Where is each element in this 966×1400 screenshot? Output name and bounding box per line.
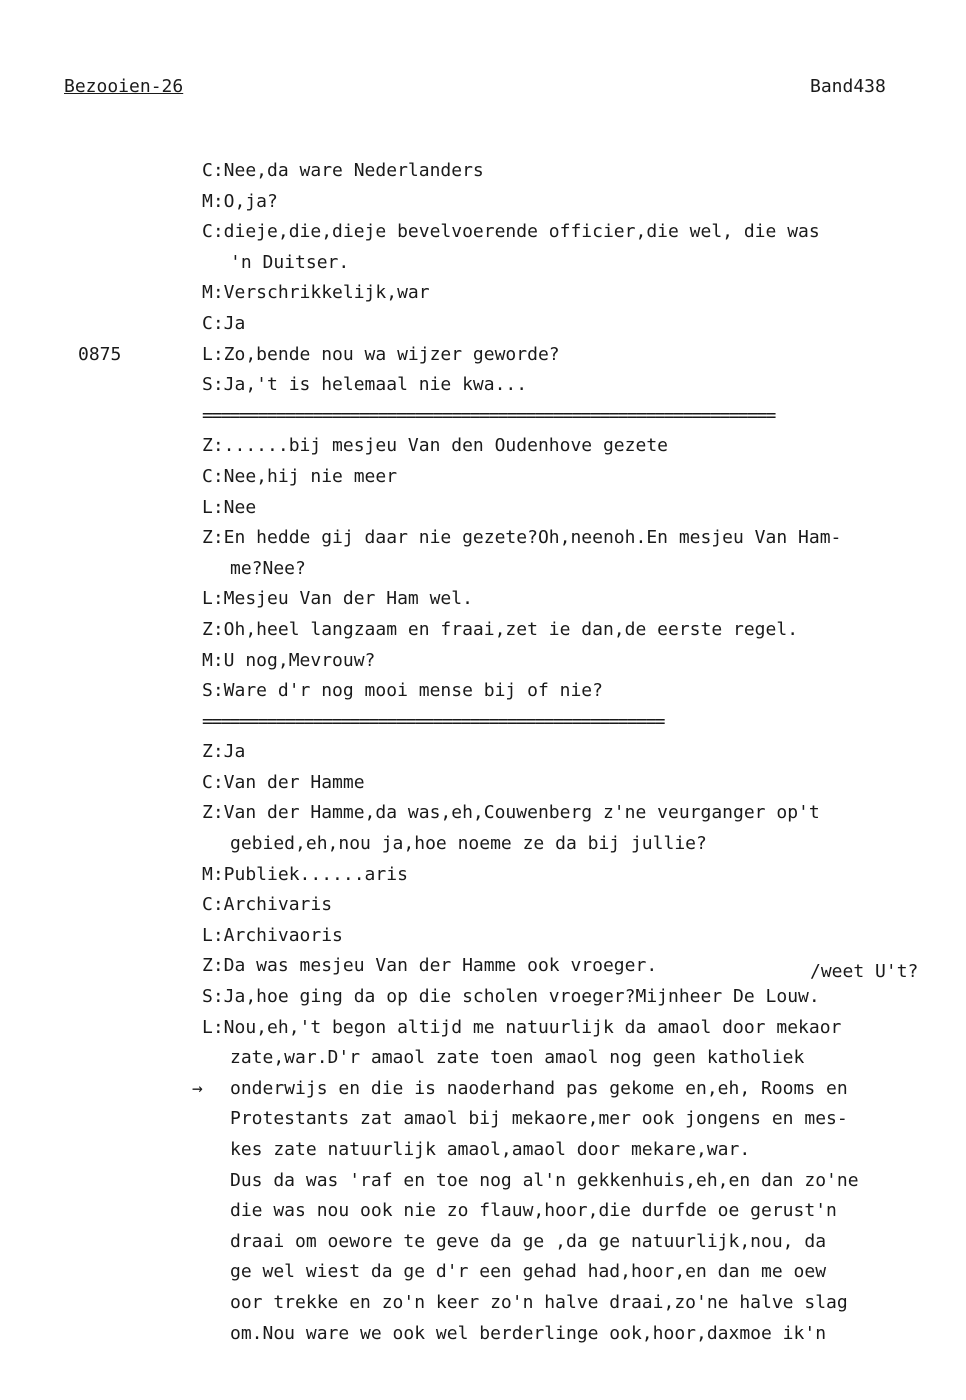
line-text: M:U nog,Mevrouw? — [202, 649, 376, 671]
transcript-body — [78, 156, 962, 1349]
line-text: Dus da was 'raf en toe nog al'n gekkenhuis,eh,en dan zo'ne — [230, 1169, 859, 1191]
transcript-line — [202, 278, 962, 309]
line-text: Z:Ja — [202, 741, 246, 763]
arrow-mark-icon: → — [192, 1077, 203, 1099]
transcript-line — [202, 1257, 962, 1288]
line-text: Z:Da was mesjeu Van der Hamme ook vroeger. — [202, 955, 658, 977]
transcript-line — [202, 951, 962, 982]
transcript-line — [202, 890, 962, 921]
line-text: M:O,ja? — [202, 190, 278, 212]
transcript-line — [192, 1074, 962, 1105]
transcript-line — [202, 187, 962, 218]
transcript-line — [202, 982, 962, 1013]
transcript-line — [202, 309, 962, 340]
transcript-line — [202, 829, 962, 860]
transcript-line — [202, 1227, 962, 1258]
transcript-line — [202, 1319, 962, 1350]
line-text: Z:Van der Hamme,da was,eh,Couwenberg z'ne veurganger op't — [202, 802, 820, 824]
transcript-line — [202, 493, 962, 524]
transcript-line — [202, 554, 962, 585]
transcript-line — [202, 1043, 962, 1074]
transcript-line — [202, 1288, 962, 1319]
line-text: die was nou ook nie zo flauw,hoor,die durfde oe gerust'n — [230, 1200, 837, 1222]
line-text: L:Nou,eh,'t begon altijd me natuurlijk da amaol door mekaor — [202, 1016, 842, 1038]
transcript-line — [202, 217, 962, 248]
transcript-line — [202, 370, 962, 401]
line-text: 'n Duitser. — [230, 251, 350, 273]
line-text: L:Archivaoris — [202, 924, 343, 946]
line-text: M:Verschrikkelijk,war — [202, 282, 430, 304]
transcript-line — [202, 615, 962, 646]
line-text: Z:......bij mesjeu Van den Oudenhove gezete — [202, 435, 668, 457]
line-text: C:dieje,die,dieje bevelvoerende officier,die wel, die was — [202, 221, 820, 243]
separator-text: ============================================================== — [202, 404, 775, 426]
transcript-line — [202, 1013, 962, 1044]
line-text: S:Ja,'t is helemaal nie kwa... — [202, 374, 528, 396]
line-text: Z:En hedde gij daar nie gezete?Oh,neenoh.En mesjeu Van Ham- — [202, 527, 842, 549]
transcript-line — [202, 860, 962, 891]
transcript-line — [202, 798, 962, 829]
transcript-line — [202, 1104, 962, 1135]
transcript-line — [202, 676, 962, 707]
line-text: om.Nou ware we ook wel berderlinge ook,hoor,daxmoe ik'n — [230, 1322, 827, 1344]
line-text: draai om oewore te geve da ge ,da ge natuurlijk,nou, da — [230, 1230, 827, 1252]
transcript-line — [202, 584, 962, 615]
line-text: me?Nee? — [230, 557, 306, 579]
transcript-line — [202, 431, 962, 462]
line-text: oor trekke en zo'n keer zo'n halve draai,zo'ne halve slag — [230, 1291, 848, 1313]
separator-line — [202, 707, 962, 738]
separator-text: ================================================== — [202, 710, 664, 732]
line-text: C:Archivaris — [202, 894, 333, 916]
transcript-line — [202, 1166, 962, 1197]
line-text: C:Nee,hij nie meer — [202, 465, 398, 487]
line-text: L:Mesjeu Van der Ham wel. — [202, 588, 473, 610]
line-text: C:Ja — [202, 312, 246, 334]
line-text: C:Nee,da ware Nederlanders — [202, 160, 484, 181]
line-text: M:Publiek......aris — [202, 863, 408, 885]
transcript-line — [202, 248, 962, 279]
line-text: L:Nee — [202, 496, 257, 518]
transcript-line — [202, 1196, 962, 1227]
line-text: Z:Oh,heel langzaam en fraai,zet ie dan,de eerste regel. — [202, 618, 799, 640]
document-id: Bezooien-26 — [64, 76, 184, 97]
line-text: L:Zo,bende nou wa wijzer geworde? — [202, 343, 560, 365]
transcript-line — [202, 921, 962, 952]
line-text: S:Ware d'r nog mooi mense bij of nie? — [202, 680, 603, 702]
line-text: S:Ja,hoe ging da op die scholen vroeger?Mijnheer De Louw. — [202, 986, 820, 1008]
transcript-line — [202, 462, 962, 493]
transcript-line — [202, 1135, 962, 1166]
line-text: Protestants zat amaol bij mekaore,mer ook jongens en mes- — [230, 1108, 848, 1130]
transcript-line — [202, 646, 962, 677]
tape-number: Band438 — [810, 76, 886, 97]
transcript-line — [78, 340, 962, 371]
line-text: onderwijs en die is naoderhand pas gekome en,eh, Rooms en — [230, 1077, 848, 1099]
separator-line — [202, 401, 962, 432]
transcript-line — [202, 523, 962, 554]
tape-counter: 0875 — [78, 343, 122, 365]
margin-note: /weet U't? — [810, 961, 919, 983]
line-text: ge wel wiest da ge d'r een gehad had,hoor,en dan me oew — [230, 1261, 827, 1283]
transcript-line — [202, 156, 962, 187]
line-text: zate,war.D'r amaol zate toen amaol nog geen katholiek — [230, 1047, 805, 1069]
transcript-line — [202, 768, 962, 799]
line-text: kes zate natuurlijk amaol,amaol door mekare,war. — [230, 1139, 751, 1160]
line-text: gebied,eh,nou ja,hoe noeme ze da bij jullie? — [230, 833, 707, 855]
line-text: C:Van der Hamme — [202, 771, 365, 793]
transcript-line — [202, 737, 962, 768]
